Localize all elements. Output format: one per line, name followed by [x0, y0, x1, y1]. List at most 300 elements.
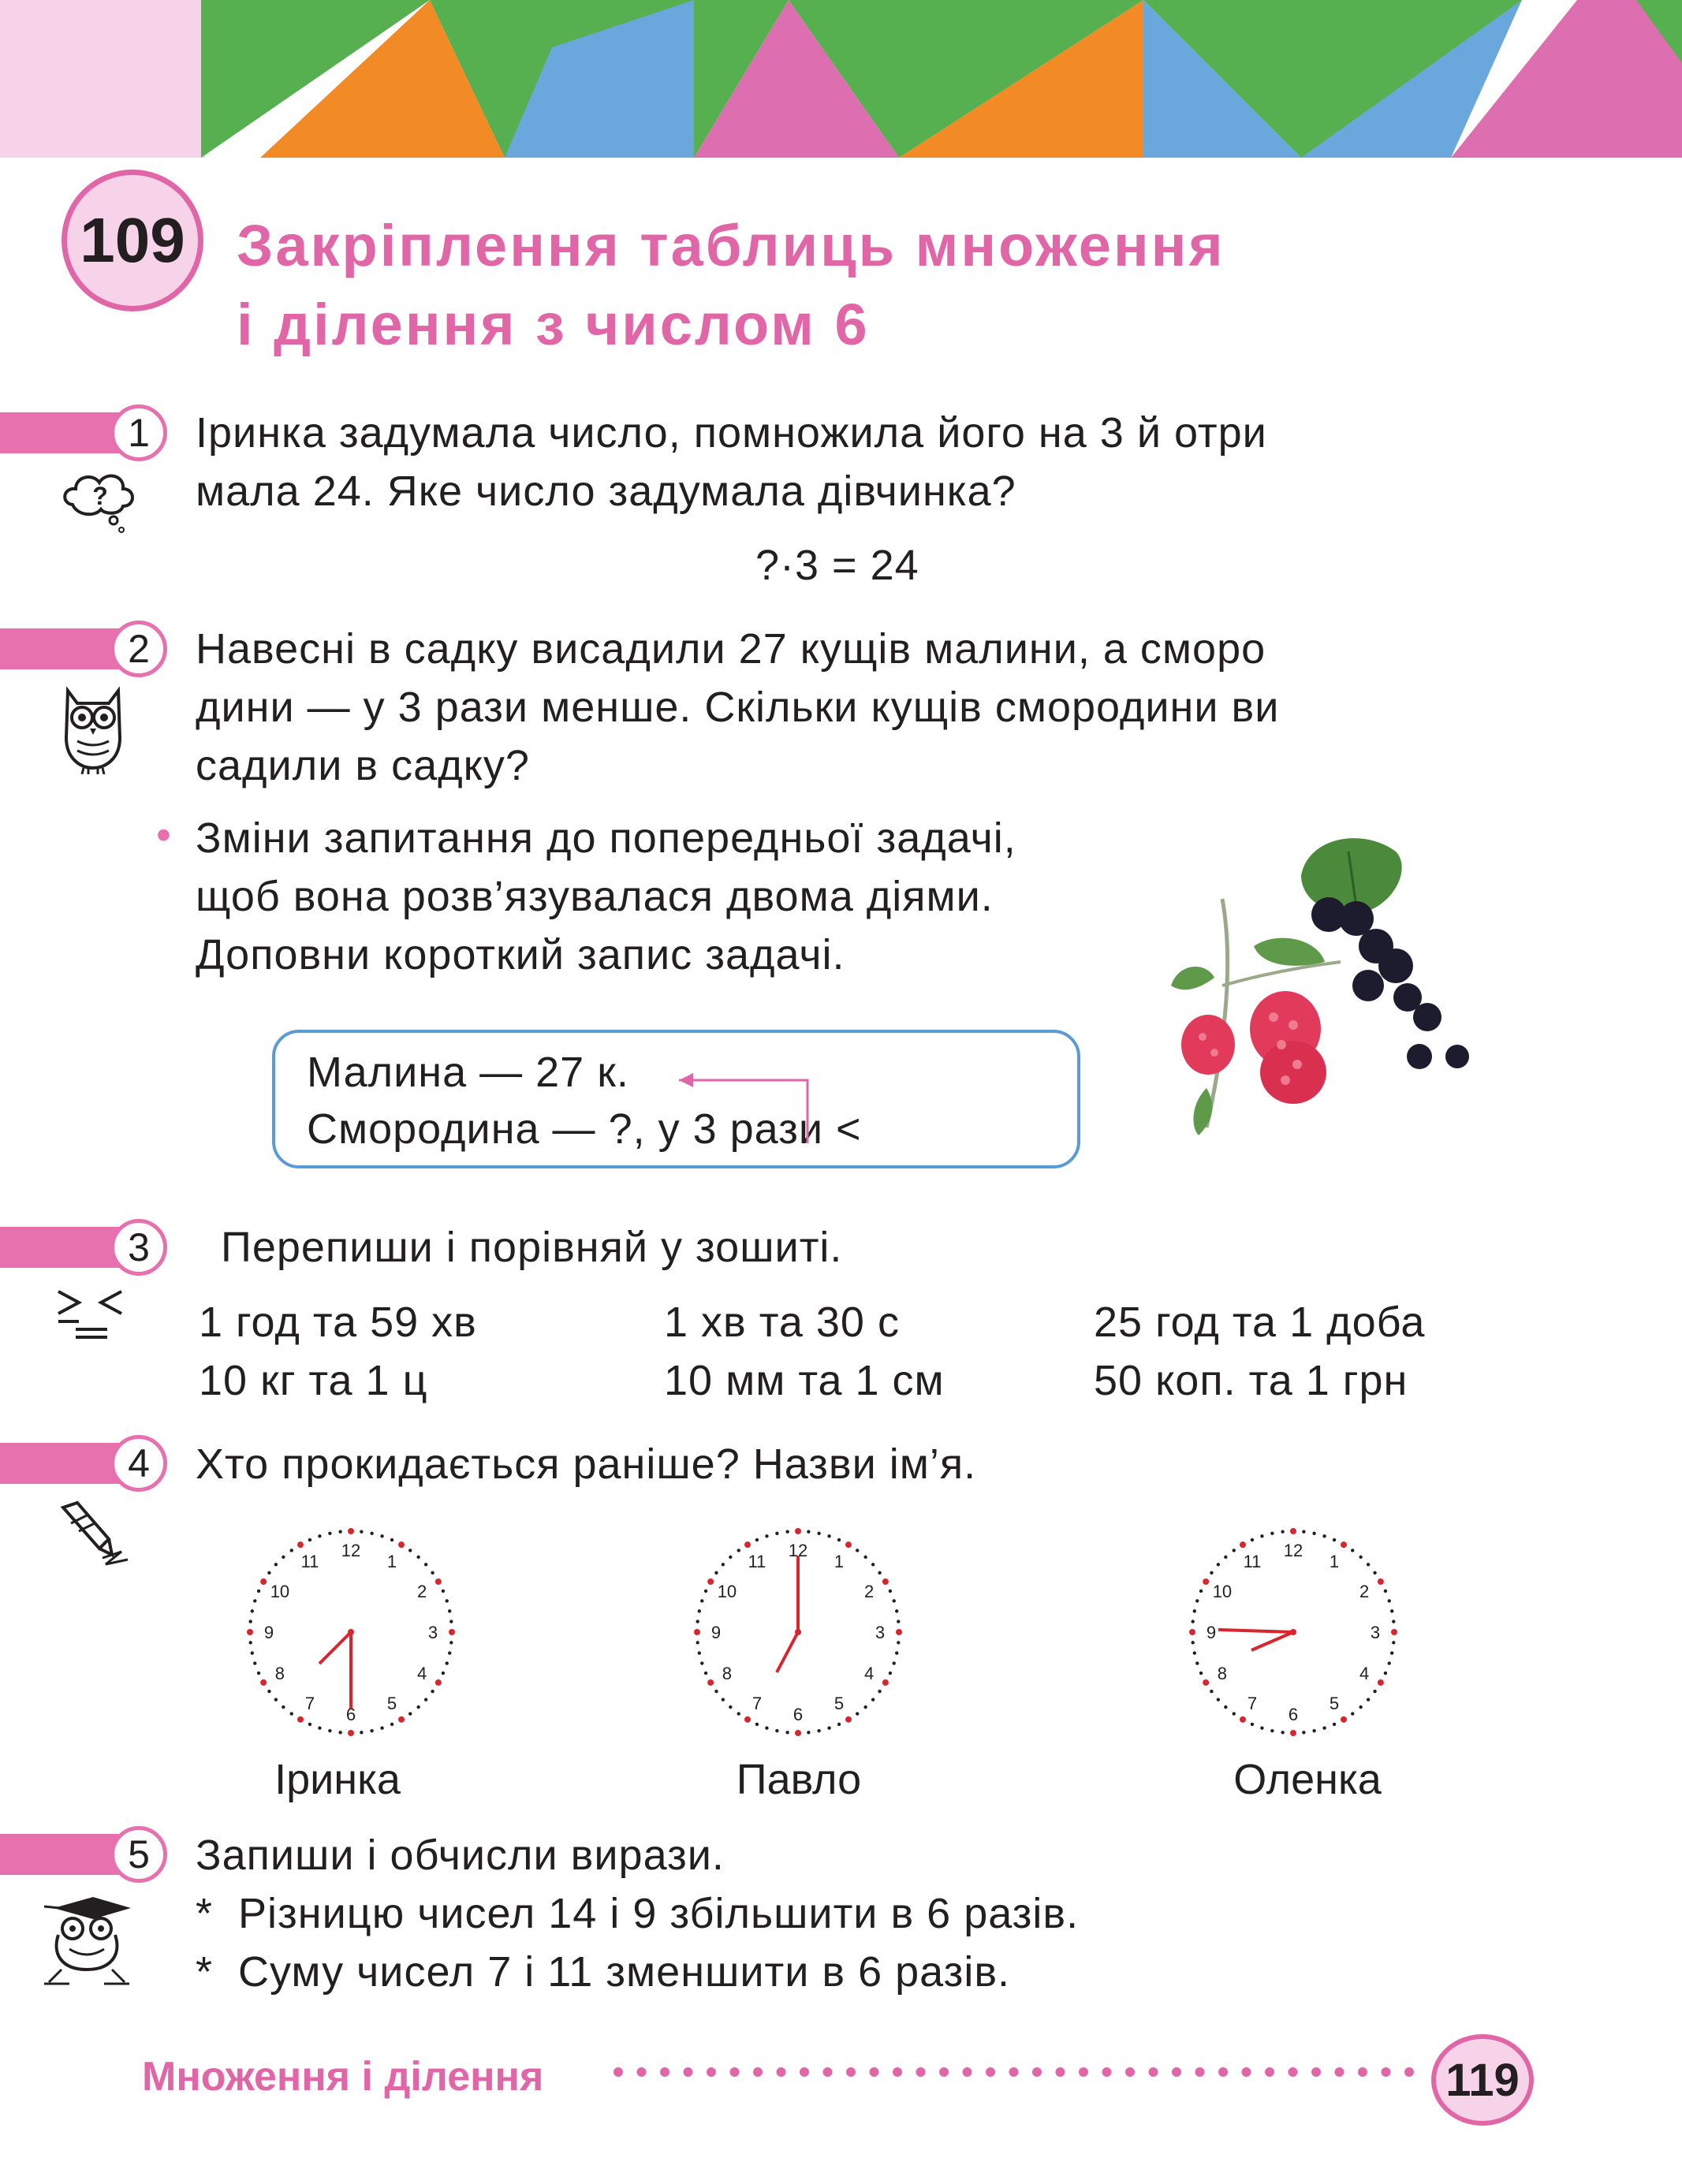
clock-numeral: 11 — [1243, 1551, 1262, 1571]
clock-tick — [1240, 1716, 1246, 1723]
clock-tick — [1388, 1661, 1391, 1664]
relation-arrow-icon — [669, 1064, 827, 1151]
leader-dot — [963, 2067, 972, 2077]
note-line-raspberry: Малина — 27 к. — [307, 1049, 629, 1096]
clock-tick — [807, 1731, 810, 1734]
clock-tick — [1367, 1698, 1370, 1701]
compare-pair: 50 коп. та 1 грн — [1094, 1357, 1408, 1404]
clock-olenka — [1187, 1526, 1400, 1739]
clock-tick — [1312, 1532, 1315, 1535]
task-5-item-1 — [196, 1884, 1079, 1943]
clock-tick — [775, 1532, 778, 1535]
short-note-box — [272, 1030, 1080, 1168]
clock-tick — [1240, 1541, 1246, 1548]
task-5-item-2-text: Суму чисел 7 і 11 зменшити в 6 разів. — [238, 1948, 1011, 1996]
leader-dot — [1102, 2067, 1112, 2077]
clock-tick — [449, 1629, 455, 1635]
clock-tick — [408, 1549, 412, 1552]
task-3-column-2 — [664, 1293, 945, 1410]
decorative-banner — [0, 0, 1682, 158]
leader-dot — [1079, 2067, 1088, 2077]
clock-numeral: 9 — [263, 1623, 274, 1642]
leader-dot — [1149, 2067, 1158, 2077]
leader-dot — [1311, 2067, 1321, 2077]
clock-tick — [380, 1727, 383, 1730]
clock-tick — [338, 1530, 341, 1534]
clock-tick — [348, 1730, 354, 1736]
leader-dot — [893, 2067, 902, 2077]
clock-tick — [700, 1599, 703, 1602]
task-5-text — [196, 1826, 725, 1884]
leader-dot — [870, 2067, 879, 2077]
leader-dot — [777, 2067, 786, 2077]
clock-tick — [1199, 1672, 1203, 1675]
clock-tick — [1290, 1528, 1296, 1534]
clock-tick — [435, 1679, 442, 1686]
task-3-text: Перепиши і порівняй у зошиті. — [221, 1224, 843, 1271]
clock-tick — [889, 1672, 892, 1675]
task-5-item-1-text: Різницю чисел 14 і 9 збільшити в 6 разів. — [238, 1890, 1080, 1937]
clock-numeral: 3 — [875, 1623, 886, 1642]
clock-numeral: 3 — [427, 1623, 438, 1642]
clock-tick — [446, 1599, 449, 1602]
clock-tick — [897, 1619, 900, 1623]
clock-tick — [1359, 1705, 1362, 1709]
clock-tick — [398, 1541, 405, 1548]
leader-dot — [1009, 2067, 1019, 2077]
clock-tick — [1217, 1563, 1220, 1566]
leader-dot — [1289, 2067, 1298, 2077]
pencil-icon — [55, 1500, 134, 1571]
compare-signs-icon — [52, 1284, 131, 1339]
task-2-bullet-line-1: Зміни запитання до попередньої задачі, — [196, 814, 1016, 862]
clock-tick — [707, 1679, 714, 1686]
clock-tick — [308, 1723, 311, 1726]
clock-tick — [290, 1712, 293, 1715]
leader-dot — [939, 2067, 949, 2077]
task-3-number — [110, 1219, 167, 1276]
clock-numeral: 1 — [834, 1551, 845, 1571]
clock-tick — [845, 1716, 852, 1723]
leader-dot — [1056, 2067, 1065, 2077]
clock-tick — [247, 1629, 253, 1635]
task-4-number-text: 4 — [128, 1441, 150, 1485]
clock-tick — [704, 1672, 707, 1675]
clock-tick — [1270, 1532, 1274, 1535]
clock-tick — [338, 1731, 341, 1734]
clock-tick — [267, 1690, 270, 1693]
clock-tick — [737, 1712, 740, 1715]
leader-dot — [1335, 2067, 1344, 2077]
clock-tick — [729, 1705, 732, 1709]
clock-numeral: 7 — [751, 1694, 763, 1714]
clock-tick — [871, 1698, 875, 1701]
leader-dot — [1358, 2067, 1367, 2077]
bullet-dot-icon: • — [156, 811, 172, 859]
leader-dot — [1382, 2067, 1391, 2077]
clock-numeral: 10 — [270, 1582, 290, 1601]
leader-dot — [1242, 2067, 1251, 2077]
clock-numeral: 9 — [710, 1623, 722, 1642]
clock-tick — [257, 1590, 260, 1593]
clock-tick — [1195, 1661, 1199, 1664]
clock-tick — [1233, 1712, 1236, 1715]
clock-numeral: 8 — [1217, 1664, 1228, 1683]
clock-tick — [878, 1690, 881, 1693]
asterisk-icon: * — [196, 1890, 239, 1937]
task-1-formula: ?·3 = 24 — [755, 542, 919, 589]
clock-tick — [1322, 1534, 1326, 1537]
clock-tick — [785, 1530, 789, 1534]
clock-tick — [696, 1641, 699, 1644]
clock-tick — [765, 1727, 768, 1730]
clock-tick — [1378, 1578, 1384, 1585]
task-2-bullet-block — [156, 809, 1016, 984]
clock-tick — [837, 1723, 841, 1726]
clock-tick — [416, 1556, 420, 1559]
leader-dot — [1172, 2067, 1181, 2077]
clock-tick — [698, 1651, 701, 1654]
clock-tick — [694, 1629, 700, 1635]
task-5-items — [196, 1884, 1079, 2001]
clock-tick — [722, 1563, 725, 1566]
leader-dot — [660, 2067, 669, 2077]
clock-tick — [1224, 1556, 1227, 1559]
compare-pair: 1 хв та 30 с — [664, 1299, 900, 1346]
clock-tick — [807, 1530, 810, 1534]
task-1-number-text: 1 — [128, 411, 150, 455]
lesson-title-line-1: Закріплення таблиць множення — [237, 213, 1225, 278]
clock-tick — [408, 1712, 412, 1715]
clock-tick — [348, 1528, 354, 1534]
clock-tick — [1281, 1731, 1284, 1734]
clock-tick — [370, 1729, 373, 1732]
task-2-bullet-line-2: щоб вона розв’язувалася двома діями. — [196, 873, 994, 920]
clock-tick — [817, 1729, 820, 1732]
clock-tick — [390, 1723, 393, 1726]
clock-tick — [755, 1538, 759, 1541]
task-5-item-2 — [196, 1943, 1079, 2001]
clock-tick — [448, 1609, 451, 1612]
clock-tick — [1373, 1690, 1376, 1693]
clock-tick — [1193, 1651, 1196, 1654]
frog-graduate-icon — [38, 1891, 140, 1989]
leader-dot — [846, 2067, 856, 2077]
clock-tick — [1251, 1723, 1254, 1726]
clock-tick — [1390, 1651, 1393, 1654]
compare-pair: 25 год та 1 доба — [1094, 1299, 1426, 1346]
clock-tick — [1341, 1541, 1347, 1548]
clock-tick — [290, 1549, 293, 1552]
clock-tick — [1378, 1679, 1384, 1686]
clock-center — [348, 1629, 354, 1635]
clock-tick — [878, 1571, 881, 1575]
clock-tick — [704, 1590, 707, 1593]
leader-dot — [986, 2067, 995, 2077]
clock-tick — [380, 1534, 383, 1537]
clock-tick — [871, 1563, 875, 1566]
clock-numeral: 5 — [386, 1694, 397, 1714]
clock-tick — [431, 1690, 434, 1693]
clock-tick — [398, 1716, 405, 1723]
clock-label-olenka: Оленка — [1233, 1756, 1382, 1803]
clock-numeral: 1 — [386, 1551, 397, 1571]
clock-tick — [253, 1599, 256, 1602]
clock-tick — [1189, 1629, 1195, 1635]
clock-tick — [318, 1534, 321, 1537]
leader-dot — [800, 2067, 809, 2077]
leader-dot — [1125, 2067, 1135, 2077]
task-5-number — [110, 1826, 167, 1883]
clock-tick — [1260, 1534, 1263, 1537]
task-2-bullet-line-3: Доповни короткий запис задачі. — [196, 931, 845, 978]
clock-tick — [696, 1619, 699, 1623]
task-4-text: Хто прокидається раніше? Назви ім’я. — [196, 1440, 977, 1488]
clock-tick — [1210, 1690, 1213, 1693]
clock-numeral: 4 — [416, 1664, 427, 1683]
clock-tick — [1281, 1530, 1284, 1534]
compare-pair: 10 кг та 1 ц — [199, 1357, 428, 1404]
clock-tick — [896, 1629, 902, 1635]
task-5-number-text: 5 — [128, 1832, 150, 1877]
clock-tick — [863, 1556, 867, 1559]
clock-numeral: 10 — [1212, 1582, 1233, 1601]
clock-tick — [827, 1727, 830, 1730]
clock-numeral: 11 — [300, 1551, 319, 1571]
clock-tick — [390, 1538, 393, 1541]
clock-center — [795, 1629, 801, 1635]
clock-tick — [1302, 1530, 1305, 1534]
clock-numeral: 7 — [1247, 1694, 1258, 1714]
clock-label-pavlo: Павло — [736, 1756, 862, 1803]
clock-label-irynka: Іринка — [274, 1756, 401, 1803]
clock-pavlo — [692, 1526, 904, 1739]
task-2-line-3: садили в садку? — [196, 742, 530, 789]
leader-dot — [637, 2067, 647, 2077]
clock-tick — [895, 1609, 898, 1612]
clock-numeral: 9 — [1206, 1623, 1217, 1642]
clock-tick — [1260, 1727, 1263, 1730]
clock-tick — [895, 1651, 898, 1654]
clock-tick — [1233, 1549, 1236, 1552]
clock-tick — [251, 1609, 254, 1612]
task-2-line-1: Навесні в садку висадили 27 кущів малини, а сморо — [196, 625, 1266, 673]
clock-tick — [249, 1619, 252, 1623]
clock-tick — [1302, 1731, 1305, 1734]
clock-tick — [714, 1571, 718, 1575]
leader-dot — [1032, 2067, 1042, 2077]
clock-tick — [416, 1705, 420, 1709]
clock-tick — [253, 1661, 256, 1664]
clock-tick — [1224, 1705, 1227, 1709]
lesson-number-badge — [62, 170, 203, 311]
clock-tick — [442, 1672, 445, 1675]
clock-tick — [1192, 1641, 1195, 1644]
clock-tick — [274, 1698, 278, 1701]
clock-tick — [370, 1532, 373, 1535]
task-2-number-text: 2 — [128, 627, 150, 671]
clock-tick — [714, 1690, 718, 1693]
lesson-title-line-2: і ділення з числом 6 — [237, 292, 870, 357]
clock-tick — [827, 1534, 830, 1537]
page-number: 119 — [1445, 2054, 1520, 2106]
clock-numeral: 7 — [304, 1694, 315, 1714]
clock-tick — [435, 1578, 442, 1585]
clock-tick — [729, 1556, 732, 1559]
clock-tick — [360, 1530, 363, 1534]
task-2-line-2: дини — у 3 рази менше. Скільки кущів смородини ви — [196, 684, 1280, 731]
clock-numeral: 8 — [274, 1664, 285, 1683]
clock-tick — [795, 1528, 801, 1534]
clock-tick — [856, 1549, 859, 1552]
clock-tick — [817, 1532, 820, 1535]
task-1-line-1: Іринка задумала число, помножила його на 3 й отри — [196, 409, 1267, 457]
section-label: Множення і ділення — [142, 2054, 544, 2100]
clock-tick — [1390, 1609, 1393, 1612]
task-2-number — [110, 621, 167, 677]
clock-tick — [765, 1534, 768, 1537]
task-3-column-1 — [199, 1293, 477, 1410]
clock-tick — [775, 1729, 778, 1732]
clock-tick — [1210, 1571, 1213, 1575]
clock-irynka — [244, 1526, 457, 1739]
clock-tick — [1351, 1549, 1354, 1552]
clock-numeral: 6 — [1288, 1705, 1299, 1724]
clock-numeral: 4 — [1359, 1664, 1370, 1683]
clock-numeral: 1 — [1329, 1551, 1340, 1571]
task-2-text — [196, 620, 1279, 795]
minute-hand — [1218, 1630, 1293, 1632]
task-3-column-3 — [1094, 1293, 1425, 1410]
clock-tick — [897, 1641, 900, 1644]
clock-numeral: 12 — [788, 1541, 808, 1560]
leader-dot — [1265, 2067, 1274, 2077]
leader-dot — [707, 2067, 716, 2077]
clock-numeral: 6 — [345, 1705, 356, 1724]
clock-tick — [318, 1727, 321, 1730]
clock-tick — [1391, 1629, 1397, 1635]
clock-tick — [449, 1619, 453, 1623]
clock-tick — [1203, 1578, 1209, 1585]
leader-dot — [1195, 2067, 1205, 2077]
leader-dot — [684, 2067, 693, 2077]
clock-tick — [795, 1730, 801, 1736]
leader-dot — [823, 2067, 833, 2077]
owl-icon — [54, 683, 132, 774]
page-number-badge — [1431, 2034, 1534, 2126]
clock-numeral: 5 — [834, 1694, 845, 1714]
berries-illustration — [1159, 828, 1490, 1143]
clock-tick — [442, 1590, 445, 1593]
clock-tick — [257, 1672, 260, 1675]
clock-tick — [700, 1661, 703, 1664]
clock-tick — [707, 1578, 714, 1585]
clock-numeral: 12 — [1283, 1541, 1303, 1560]
clock-tick — [889, 1590, 892, 1593]
clock-tick — [1367, 1563, 1370, 1566]
clock-tick — [755, 1723, 759, 1726]
clock-tick — [251, 1651, 254, 1654]
clock-tick — [893, 1661, 896, 1664]
dotted-leader — [614, 2064, 1426, 2080]
clock-tick — [1203, 1679, 1209, 1686]
clock-numeral: 10 — [717, 1582, 737, 1601]
clock-tick — [360, 1731, 363, 1734]
task-3-number-text: 3 — [128, 1225, 150, 1269]
clock-tick — [274, 1563, 278, 1566]
clock-tick — [1322, 1727, 1326, 1730]
hour-hand — [777, 1632, 798, 1672]
clock-tick — [744, 1716, 751, 1723]
leader-dot — [916, 2067, 926, 2077]
lesson-title — [237, 207, 1656, 364]
clock-tick — [1392, 1641, 1395, 1644]
clock-tick — [328, 1729, 331, 1732]
clock-tick — [722, 1698, 725, 1701]
hour-hand — [1251, 1632, 1293, 1650]
clock-tick — [1392, 1619, 1395, 1623]
compare-pair: 1 год та 59 хв — [199, 1299, 477, 1346]
clock-tick — [1199, 1590, 1203, 1593]
question-cloud-icon — [57, 465, 144, 536]
clock-numeral: 5 — [1329, 1694, 1340, 1714]
clock-numeral: 6 — [793, 1705, 804, 1724]
leader-dot — [730, 2067, 740, 2077]
task-1-text — [196, 404, 1267, 520]
clock-tick — [282, 1556, 285, 1559]
clock-tick — [1312, 1729, 1315, 1732]
leader-dot — [614, 2067, 623, 2077]
clock-tick — [424, 1698, 427, 1701]
svg-text:?: ? — [92, 482, 108, 510]
asterisk-icon: * — [196, 1948, 239, 1996]
clock-tick — [856, 1712, 859, 1715]
clock-tick — [845, 1541, 852, 1548]
clock-tick — [308, 1538, 311, 1541]
clock-tick — [1333, 1538, 1336, 1541]
clock-tick — [431, 1571, 434, 1575]
clock-tick — [1192, 1619, 1195, 1623]
task-1-number — [110, 404, 167, 461]
clock-tick — [260, 1679, 267, 1686]
lesson-number: 109 — [80, 205, 185, 275]
clock-tick — [882, 1578, 889, 1585]
clock-tick — [837, 1538, 841, 1541]
clock-numeral: 4 — [863, 1664, 875, 1683]
clock-tick — [785, 1731, 789, 1734]
clock-tick — [448, 1651, 451, 1654]
clock-tick — [1217, 1698, 1220, 1701]
clock-tick — [446, 1661, 449, 1664]
note-line-currant: Смородина — ?, у 3 рази < — [307, 1105, 862, 1153]
clock-tick — [449, 1641, 453, 1644]
clock-tick — [1270, 1729, 1274, 1732]
clock-tick — [1251, 1538, 1254, 1541]
clock-tick — [1290, 1730, 1296, 1736]
clock-tick — [282, 1705, 285, 1709]
task-1-line-2: мала 24. Яке число задумала дівчинка? — [196, 468, 1016, 515]
clock-tick — [1359, 1556, 1362, 1559]
leader-dot — [753, 2067, 763, 2077]
clock-tick — [863, 1705, 867, 1709]
clock-tick — [737, 1549, 740, 1552]
clock-tick — [1384, 1672, 1387, 1675]
clock-tick — [297, 1541, 304, 1548]
clock-tick — [1384, 1590, 1387, 1593]
task-4-number — [110, 1435, 167, 1492]
clock-tick — [882, 1679, 889, 1686]
clock-tick — [698, 1609, 701, 1612]
